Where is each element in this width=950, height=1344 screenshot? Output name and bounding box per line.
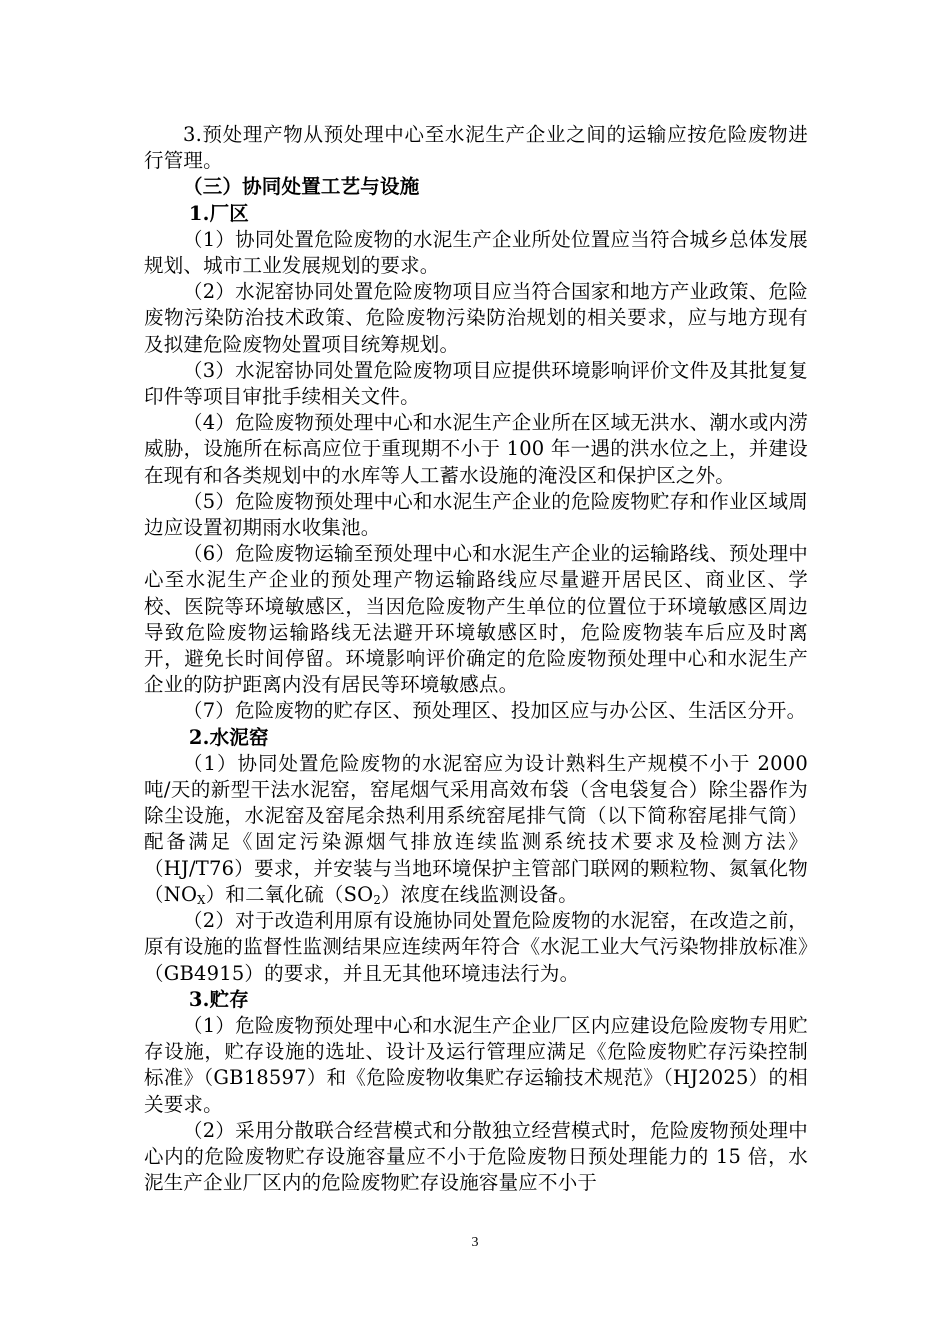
paragraph: （2）对于改造利用原有设施协同处置危险废物的水泥窑，在改造之前，原有设施的监督性监测结果应连续两年符合《水泥工业大气污染物排放标准》（GB4915）的要求，并且无其他环境违法行为。 (144, 909, 808, 985)
subsection-heading: 3.贮存 (188, 987, 250, 1011)
subscript: X (197, 892, 206, 907)
paragraph: （4）危险废物预处理中心和水泥生产企业所在区域无洪水、潮水或内涝威胁，设施所在标高应位于重现期不小于 100 年一遇的洪水位之上，并建设在现有和各类规划中的水库等人工蓄水设施的淹没区和保护区之外。 (144, 411, 808, 487)
paragraph (144, 751, 808, 908)
text-run: ）浓度在线监测设备。 (380, 882, 578, 906)
page-number: 3 (471, 1235, 479, 1250)
text-run: （1）协同处置危险废物的水泥窑应为设计熟料生产规模不小于 2000 吨/天的新型干法水泥窑，窑尾烟气采用高效布袋（含电袋复合）除尘器作为除尘设施，水泥窑及窑尾余热利用系统窑尾排气筒（以下简称窑尾排气筒）配备满足《固定污染源烟气排放连续监测系统技术要求及检测方法》（HJ/T76）要求，并安装与当地环境保护主管部门联网的颗粒物、氮氧化物（NO (144, 751, 808, 906)
paragraph: （2）水泥窑协同处置危险废物项目应当符合国家和地方产业政策、危险废物污染防治技术政策、危险废物污染防治规划的相关要求，应与地方现有及拟建危险废物处置项目统筹规划。 (144, 280, 808, 356)
paragraph: （1）协同处置危险废物的水泥生产企业所处位置应当符合城乡总体发展规划、城市工业发展规划的要求。 (144, 227, 808, 278)
subscript: 2 (373, 892, 381, 907)
subsection-heading: 1.厂区 (188, 201, 250, 225)
paragraph: （1）危险废物预处理中心和水泥生产企业厂区内应建设危险废物专用贮存设施，贮存设施的选址、设计及运行管理应满足《危险废物贮存污染控制标准》（GB18597）和《危险废物收集贮存运输技术规范》（HJ2025）的相关要求。 (144, 1013, 808, 1116)
paragraph: （2）采用分散联合经营模式和分散独立经营模式时，危险废物预处理中心内的危险废物贮存设施容量应不小于危险废物日预处理能力的 15 倍，水泥生产企业厂区内的危险废物贮存设施容量应不小于 (144, 1118, 808, 1195)
subsection-heading: 2.水泥窑 (188, 725, 269, 749)
section-heading: （三）协同处置工艺与设施 (183, 175, 420, 199)
paragraph: （5）危险废物预处理中心和水泥生产企业的危险废物贮存和作业区域周边应设置初期雨水收集池。 (144, 489, 808, 540)
body-text (144, 122, 808, 1196)
paragraph: （6）危险废物运输至预处理中心和水泥生产企业的运输路线、预处理中心至水泥生产企业的预处理产物运输路线应尽量避开居民区、商业区、学校、医院等环境敏感区，当因危险废物产生单位的位置位于环境敏感区周边导致危险废物运输路线无法避开环境敏感区时，危险废物装车后应及时离开，避免长时间停留。环境影响评价确定的危险废物预处理中心和水泥生产企业的防护距离内没有居民等环境敏感点。 (144, 542, 808, 697)
paragraph: （3）水泥窑协同处置危险废物项目应提供环境影响评价文件及其批复复印件等项目审批手续相关文件。 (144, 358, 808, 409)
paragraph: （7）危险废物的贮存区、预处理区、投加区应与办公区、生活区分开。 (183, 699, 807, 723)
text-run: ）和二氧化硫（SO (205, 882, 374, 906)
paragraph: 3.预处理产物从预处理中心至水泥生产企业之间的运输应按危险废物进行管理。 (144, 123, 808, 173)
